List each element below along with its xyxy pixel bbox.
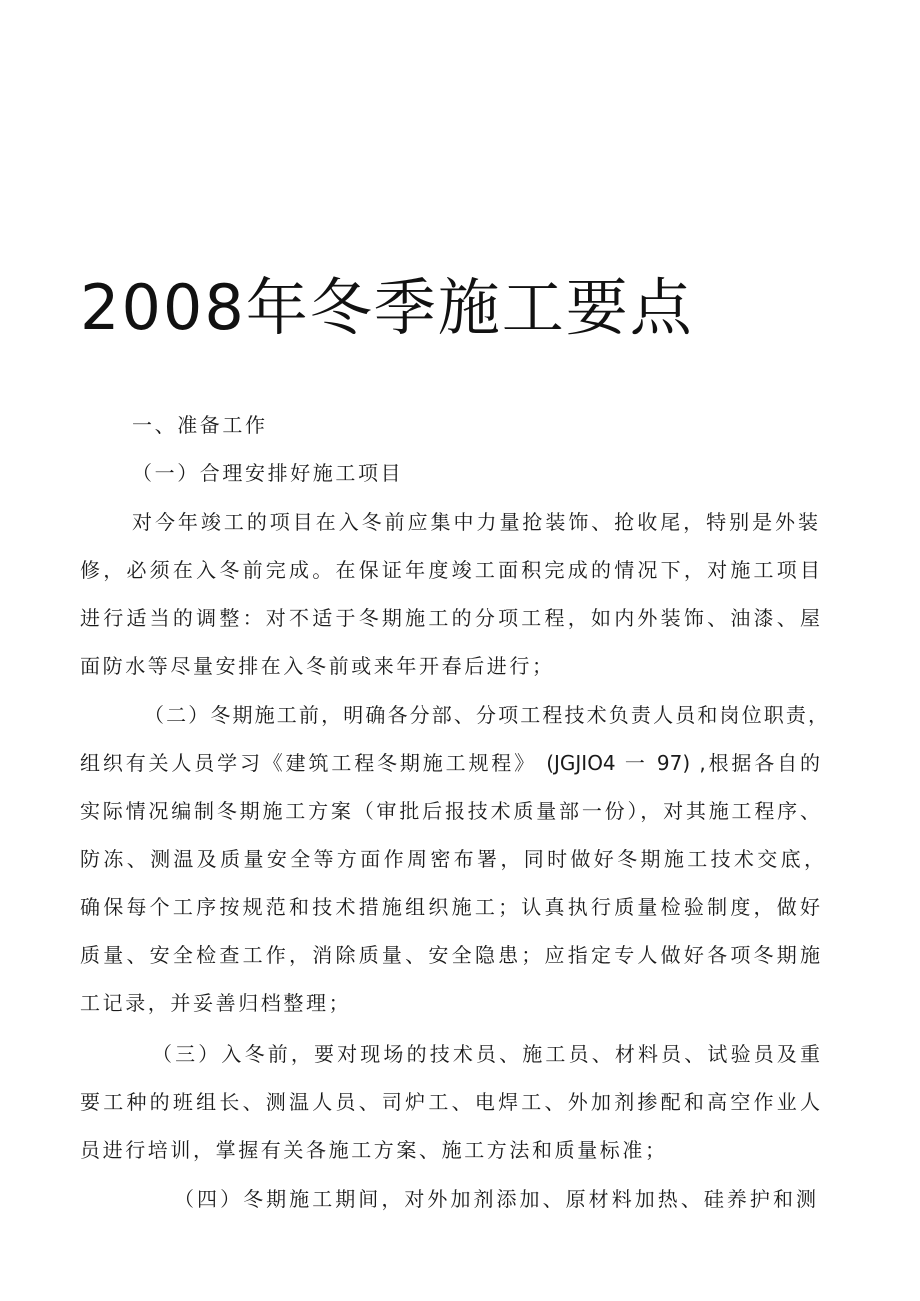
paragraph-line: （二）冬期施工前，明确各分部、分项工程技术负责人员和岗位职责， bbox=[144, 703, 828, 727]
paragraph-line: 对今年竣工的项目在入冬前应集中力量抢装饰、抢收尾，特别是外装 bbox=[132, 510, 818, 534]
document-title: 2008年冬季施工要点 bbox=[80, 271, 694, 344]
paragraph-line: 工记录，并妥善归档整理； bbox=[80, 991, 352, 1015]
paragraph-line: 要工种的班组长、测温人员、司炉工、电焊工、外加剂掺配和高空作业人 bbox=[80, 1090, 820, 1114]
paragraph-line: 面防水等尽量安排在入冬前或来年开春后进行； bbox=[80, 654, 555, 678]
section-heading: 一、准备工作 bbox=[132, 413, 268, 437]
paragraph-line: 组织有关人员学习《建筑工程冬期施工规程》 (JGJIO4 一 97) ,根据各自的 bbox=[80, 751, 820, 775]
paragraph-line: 员进行培训，掌握有关各施工方案、施工方法和质量标准； bbox=[80, 1138, 668, 1162]
paragraph-line: 确保每个工序按规范和技术措施组织施工；认真执行质量检验制度，做好 bbox=[80, 895, 820, 919]
paragraph-line: 修，必须在入冬前完成。在保证年度竣工面积完成的情况下，对施工项目 bbox=[80, 558, 820, 582]
paragraph-line: 进行适当的调整：对不适于冬期施工的分项工程，如内外装饰、油漆、屋 bbox=[80, 606, 820, 630]
paragraph-line: （四）冬期施工期间，对外加剂添加、原材料加热、硅养护和测 bbox=[174, 1187, 816, 1211]
paragraph-line: 实际情况编制冬期施工方案（审批后报技术质量部一份），对其施工程序、 bbox=[80, 799, 820, 823]
subsection-heading: （一）合理安排好施工项目 bbox=[132, 461, 404, 485]
paragraph-line: 防冻、测温及质量安全等方面作周密布署，同时做好冬期施工技术交底， bbox=[80, 847, 824, 871]
paragraph-line: （三）入冬前，要对现场的技术员、施工员、材料员、试验员及重 bbox=[152, 1042, 820, 1066]
paragraph-line: 质量、安全检查工作，消除质量、安全隐患；应指定专人做好各项冬期施 bbox=[80, 943, 820, 967]
